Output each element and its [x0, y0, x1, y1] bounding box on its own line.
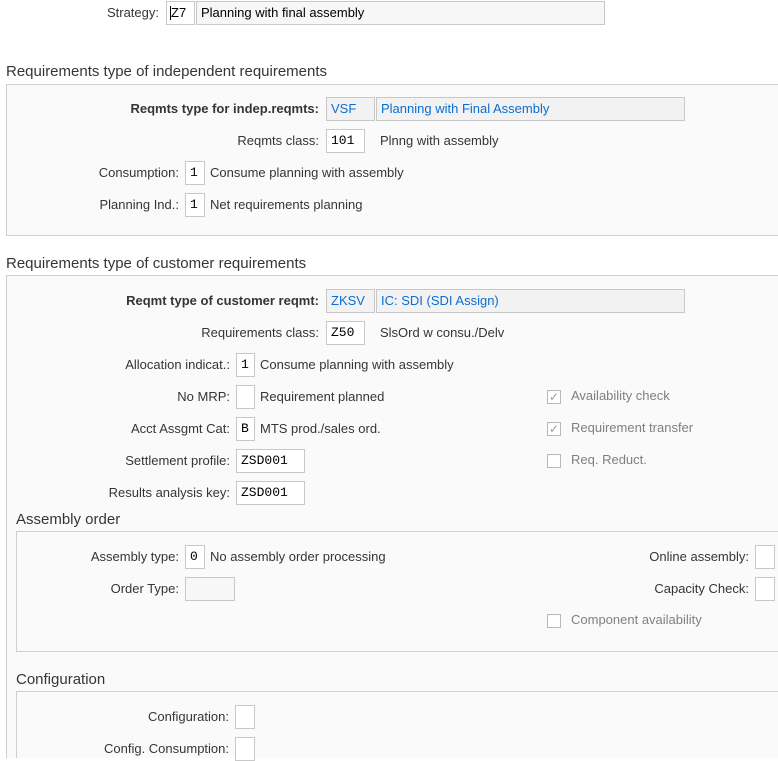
consumption-label: Consumption:: [98, 165, 179, 180]
no-mrp-description: Requirement planned: [260, 389, 385, 404]
allocation-description: Consume planning with assembly: [260, 357, 454, 372]
no-mrp-label: No MRP:: [177, 389, 230, 404]
requirements-class-input[interactable]: Z50: [326, 321, 365, 345]
checkmark-icon: ✓: [549, 390, 560, 404]
component-availability-checkbox[interactable]: [547, 614, 561, 628]
capacity-check-label: Capacity Check:: [654, 581, 749, 596]
reqmts-class-input[interactable]: 101: [326, 129, 365, 153]
consumption-input[interactable]: 1: [185, 161, 205, 185]
capacity-check-input[interactable]: [755, 577, 775, 601]
results-analysis-key-label: Results analysis key:: [108, 485, 230, 500]
planning-ind-label: Planning Ind.:: [99, 197, 179, 212]
customer-reqmt-type-label: Reqmt type of customer reqmt:: [126, 293, 319, 308]
settlement-profile-label: Settlement profile:: [125, 453, 230, 468]
strategy-input[interactable]: [166, 1, 195, 25]
results-analysis-key-input[interactable]: ZSD001: [236, 481, 305, 505]
requirements-class-description: SlsOrd w consu./Delv: [380, 325, 505, 340]
component-availability-label: Component availability: [571, 612, 702, 627]
customer-reqmt-type-description: IC: SDI (SDI Assign): [376, 289, 685, 313]
requirement-transfer-checkbox[interactable]: [547, 422, 561, 436]
assembly-type-label: Assembly type:: [90, 549, 179, 564]
reqmts-class-description: Plnng with assembly: [380, 133, 499, 148]
assembly-type-description: No assembly order processing: [210, 549, 386, 564]
strategy-label: Strategy:: [106, 5, 159, 20]
order-type-label: Order Type:: [110, 581, 179, 596]
configuration-section-title: Configuration: [16, 671, 106, 688]
online-assembly-label: Online assembly:: [649, 549, 749, 564]
requirement-transfer-label: Requirement transfer: [571, 420, 694, 435]
checkmark-icon: ✓: [549, 422, 560, 436]
allocation-input[interactable]: 1: [236, 353, 255, 377]
customer-section-title: Requirements type of customer requirements: [6, 255, 307, 272]
assembly-type-input[interactable]: 0: [185, 545, 205, 569]
online-assembly-input[interactable]: [755, 545, 775, 569]
customer-reqmt-type-input[interactable]: ZKSV: [326, 289, 375, 313]
reqmts-class-label: Reqmts class:: [237, 133, 319, 148]
availability-check-checkbox[interactable]: [547, 390, 561, 404]
acct-assgmt-label: Acct Assgmt Cat:: [131, 421, 230, 436]
config-consumption-input[interactable]: [235, 737, 255, 761]
planning-ind-input[interactable]: 1: [185, 193, 205, 217]
indep-reqmts-type-label: Reqmts type for indep.reqmts:: [130, 101, 319, 116]
req-reduct-label: Req. Reduct.: [571, 452, 647, 467]
req-reduct-checkbox[interactable]: [547, 454, 561, 468]
text-cursor: [170, 6, 171, 20]
consumption-description: Consume planning with assembly: [210, 165, 404, 180]
indep-reqmts-type-input[interactable]: VSF: [326, 97, 375, 121]
config-consumption-label: Config. Consumption:: [103, 741, 229, 756]
strategy-code: Z7: [171, 5, 187, 20]
no-mrp-input[interactable]: [236, 385, 255, 409]
configuration-input[interactable]: [235, 705, 255, 729]
settlement-profile-input[interactable]: ZSD001: [236, 449, 305, 473]
acct-assgmt-description: MTS prod./sales ord.: [260, 421, 381, 436]
order-type-input[interactable]: [185, 577, 235, 601]
customer-group-box: [6, 275, 778, 758]
indep-reqmts-type-description: Planning with Final Assembly: [376, 97, 685, 121]
acct-assgmt-input[interactable]: B: [236, 417, 255, 441]
independent-section-title: Requirements type of independent requirements: [6, 63, 328, 80]
requirements-class-label: Requirements class:: [201, 325, 319, 340]
configuration-label: Configuration:: [148, 709, 229, 724]
assembly-section-title: Assembly order: [16, 511, 121, 528]
planning-ind-description: Net requirements planning: [210, 197, 363, 212]
strategy-description: Planning with final assembly: [196, 1, 605, 25]
availability-check-label: Availability check: [571, 388, 670, 403]
allocation-label: Allocation indicat.:: [125, 357, 230, 372]
